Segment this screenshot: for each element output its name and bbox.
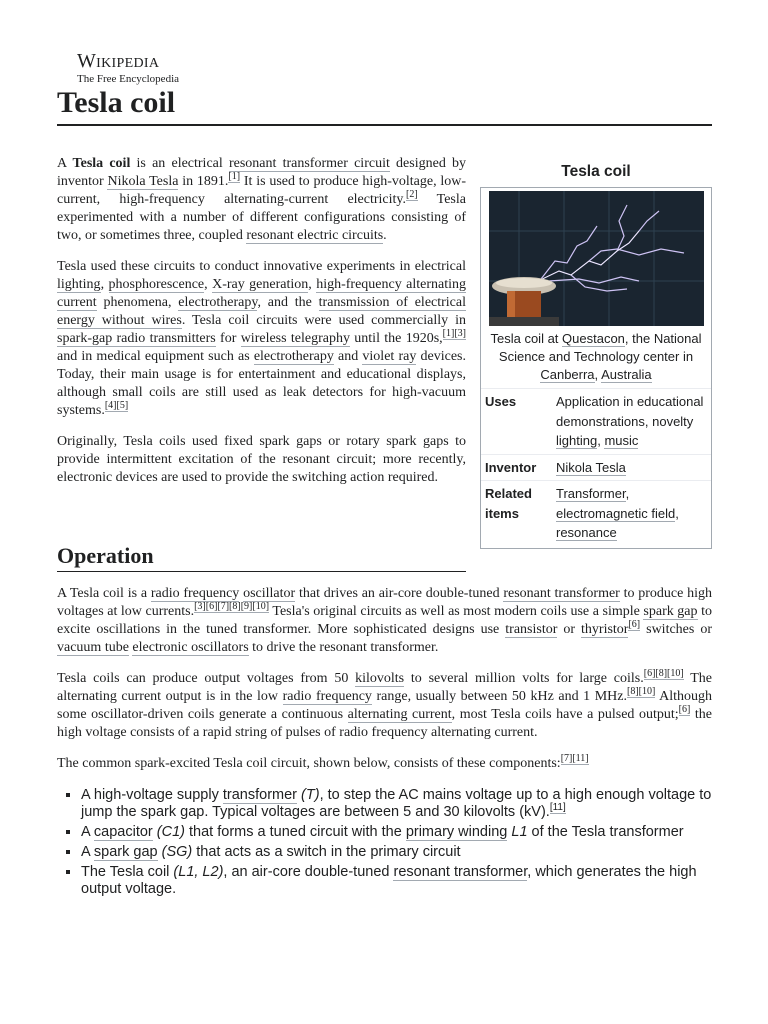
ref-1[interactable]: [1] xyxy=(228,171,241,183)
infobox-label-inventor: Inventor xyxy=(485,459,537,475)
link-canberra[interactable]: Canberra xyxy=(540,367,595,382)
intro-paragraph-2: Tesla used these circuits to conduct innovative experiments in electrical lighting, phosphorescence, X-ray generation, high-frequency alternating current phenomena, electrotherapy, and the transmission of electrical energy without wires. Tesla coil circuits were used commercially in spark-gap radio transmitters for wireless telegraphy until the 1920s,[1][3] and in medical equipment such as electrotherapy and violet ray devices. Today, their main usage is for entertainment and educational displays, although small coils are still used as leak detectors for high-vacuum systems.[4][5] xyxy=(57,259,467,418)
link-wireless-telegraphy[interactable]: wireless telegraphy xyxy=(240,331,350,346)
link-music[interactable]: music xyxy=(604,433,639,448)
ref-2[interactable]: [2] xyxy=(406,189,418,201)
link-alternating-current[interactable]: alternating current xyxy=(347,707,452,722)
components-list xyxy=(57,787,712,898)
list-item: ▪ A spark gap (SG) that acts as a switch in the primary circuit xyxy=(81,844,712,861)
link-spark-gap-transmitters[interactable]: spark-gap radio transmitters xyxy=(57,331,216,346)
list-item: ▪ A capacitor (C1) that forms a tuned circuit with the primary winding L1 of the Tesla transformer xyxy=(81,824,712,841)
link-oscillator[interactable]: oscillator xyxy=(243,586,296,601)
link-capacitor[interactable]: capacitor xyxy=(93,824,153,840)
link-lighting-infobox[interactable]: lighting xyxy=(556,433,598,448)
link-transistor[interactable]: transistor xyxy=(505,622,558,637)
link-transformer[interactable]: transformer xyxy=(222,787,298,803)
infobox-title: Tesla coil xyxy=(561,163,631,180)
link-x-ray-generation[interactable]: X-ray generation xyxy=(212,277,309,292)
infobox-row-inventor xyxy=(481,454,711,481)
link-spark-gap-2[interactable]: spark gap xyxy=(93,844,158,860)
infobox-caption: Tesla coil at Questacon, the National Science and Technology center in Canberra, Australia xyxy=(490,331,702,382)
infobox-box xyxy=(480,187,712,549)
link-nikola-tesla[interactable]: Nikola Tesla xyxy=(107,174,179,189)
intro-paragraph-1: A Tesla coil is an electrical resonant transformer circuit designed by inventor Nikola Tesla in 1891.[1] It is used to produce high-voltage, low-current, high-frequency alternating-current electricity.[2] Tesla experimented with a number of different configurations consisting of two, or sometimes three, coupled resonant electric circuits. xyxy=(57,156,467,243)
list-item: ▪ The Tesla coil (L1, L2), an air-core double-tuned resonant transformer, which generates the high output voltage. xyxy=(81,864,712,898)
ref-6[interactable]: [6] xyxy=(628,619,641,631)
list-item: ▪ A high-voltage supply transformer (T), to step the AC mains voltage up to a high enough voltage to jump the spark gap. Typical voltages are between 5 and 30 kilovolts (kV).[11] xyxy=(81,787,712,821)
infobox-label-uses: Uses xyxy=(485,394,517,409)
link-electronic-oscillators[interactable]: electronic oscillators xyxy=(132,640,249,655)
logo-tagline: The Free Encyclopedia xyxy=(77,73,180,85)
link-wireless-power[interactable]: transmission of electrical energy without wires xyxy=(57,295,467,328)
link-electrotherapy[interactable]: electrotherapy xyxy=(178,295,258,310)
infobox-value-uses: Application in educational demonstrations, novelty lighting, music xyxy=(556,394,704,448)
link-australia[interactable]: Australia xyxy=(601,367,652,382)
link-radio-frequency[interactable]: radio frequency xyxy=(150,586,240,601)
link-resonant-transformer-2[interactable]: resonant transformer xyxy=(393,864,528,880)
link-resonance[interactable]: resonance xyxy=(556,525,617,540)
infobox xyxy=(480,162,712,549)
link-electromagnetic-field[interactable]: electromagnetic field xyxy=(556,505,676,521)
ref-11[interactable]: [11] xyxy=(549,802,566,814)
operation-paragraph-2: Tesla coils can produce output voltages from 50 kilovolts to several million volts for large coils.[6][8][10] The alternating current output is in the low radio frequency range, usually between 50 kHz and 1 MHz.[8][10] Although some oscillator-driven coils generate a continuous alternating current, most Tesla coils have a pulsed output;[6] the high voltage consists of a rapid string of pulses of radio frequency alternating current. xyxy=(57,668,713,740)
link-phosphorescence[interactable]: phosphorescence xyxy=(108,277,205,292)
page-title: Tesla coil xyxy=(57,85,712,126)
infobox-row-related xyxy=(481,480,711,546)
bold-term: Tesla coil xyxy=(72,156,131,171)
link-electrotherapy-2[interactable]: electrotherapy xyxy=(253,349,334,364)
link-questacon[interactable]: Questacon xyxy=(562,331,625,346)
link-nikola-tesla-infobox[interactable]: Nikola Tesla xyxy=(556,459,626,475)
link-vacuum-tube[interactable]: vacuum tube xyxy=(57,640,129,655)
link-resonant-transformer[interactable]: resonant transformer xyxy=(503,586,620,601)
link-primary-winding[interactable]: primary winding xyxy=(405,824,508,840)
link-lighting[interactable]: lighting xyxy=(57,277,101,292)
operation-paragraph-1: A Tesla coil is a radio frequency oscillator that drives an air-core double-tuned resonant transformer to produce high voltages at low currents.[3][6][7][8][9][10] Tesla's original circuits as well as most modern coils use a simple spark gap to excite oscillations in the tuned transformer. More sophisticated designs use transistor or thyristor[6] switches or vacuum tube electronic oscillators to drive the resonant transformer. xyxy=(57,586,713,655)
link-thyristor[interactable]: thyristor xyxy=(581,622,629,637)
infobox-value-related: Transformer, electromagnetic field, resonance xyxy=(556,486,679,540)
link-radio-frequency-2[interactable]: radio frequency xyxy=(282,689,372,704)
intro-section xyxy=(57,155,466,487)
ref-1-3[interactable]: [1][3] xyxy=(442,328,466,340)
tesla-coil-photo[interactable] xyxy=(489,191,704,326)
link-transformer-infobox[interactable]: Transformer xyxy=(556,486,626,501)
link-violet-ray[interactable]: violet ray xyxy=(362,349,417,364)
intro-paragraph-3: Originally, Tesla coils used fixed spark gaps or rotary spark gaps to provide intermittent excitation of the resonant circuit; more recently, electronic devices are used to provide the switching action required. xyxy=(57,434,466,485)
infobox-label-related: Related items xyxy=(485,486,532,521)
ref-6b[interactable]: [6] xyxy=(678,704,691,716)
logo-wordmark: Wikipedia xyxy=(77,50,160,72)
link-spark-gap[interactable]: spark gap xyxy=(643,604,698,619)
link-resonant-electric-circuits[interactable]: resonant electric circuits xyxy=(246,228,384,243)
ref-3-10[interactable]: [3][6][7][8][9][10] xyxy=(194,601,270,613)
link-high-frequency-alternating-current[interactable]: high-frequency alternating current xyxy=(57,277,467,310)
operation-section xyxy=(57,585,712,901)
ref-6-8-10[interactable]: [6][8][10] xyxy=(643,668,684,680)
ref-8-10[interactable]: [8][10] xyxy=(627,686,656,698)
infobox-value-inventor xyxy=(556,458,707,478)
operation-paragraph-3: The common spark-excited Tesla coil circuit, shown below, consists of these components:[7][11] xyxy=(57,753,589,771)
ref-4-5[interactable]: [4][5] xyxy=(104,400,129,412)
ref-7-11[interactable]: [7][11] xyxy=(560,753,589,765)
link-kilovolts[interactable]: kilovolts xyxy=(355,671,405,686)
section-heading-operation: Operation xyxy=(57,542,466,572)
infobox-row-uses xyxy=(481,388,711,454)
wikipedia-logo[interactable] xyxy=(77,50,217,85)
link-resonant-transformer-circuit[interactable]: resonant transformer circuit xyxy=(228,156,390,171)
